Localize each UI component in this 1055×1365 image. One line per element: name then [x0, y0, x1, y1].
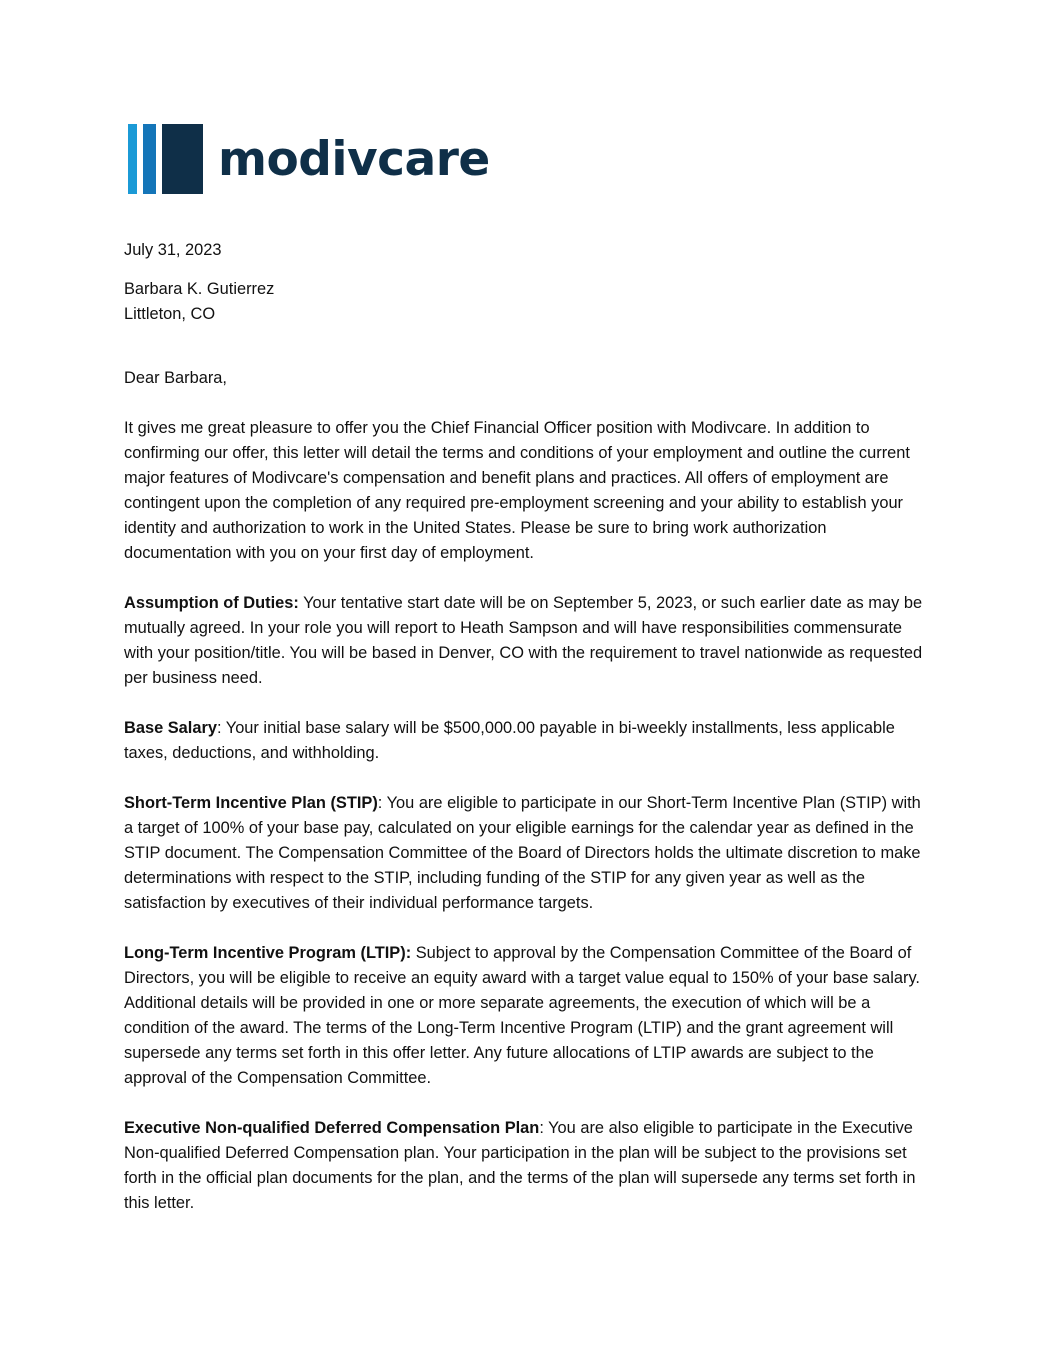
section-assumption-of-duties — [124, 591, 924, 691]
section-text: : You are also eligible to participate in the Executive Non-qualified Deferred Compensation plan. Your participation in the plan will be subject to the provisions set forth in the official plan documents for the plan, and the terms of the plan will supersede any terms set forth in this letter. — [124, 1119, 916, 1212]
letter-body — [124, 238, 924, 1241]
section-heading: Short-Term Incentive Plan (STIP) — [124, 794, 378, 812]
letter-date: July 31, 2023 — [124, 241, 222, 259]
section-text: : Your initial base salary will be $500,000.00 payable in bi-weekly installments, less applicable taxes, deductions, and withholding. — [124, 719, 895, 762]
section-heading: Base Salary — [124, 719, 217, 737]
intro-paragraph: It gives me great pleasure to offer you the Chief Financial Officer position with Modivcare. In addition to confirming our offer, this letter will detail the terms and conditions of your employment and outline the current major features of Modivcare's compensation and benefit plans and practices. All offers of employment are contingent upon the completion of any required pre-employment screening and your ability to establish your identity and authorization to work in the United States. Please be sure to bring work authorization documentation with you on your first day of employment. — [124, 419, 910, 562]
section-text: : You are eligible to participate in our Short-Term Incentive Plan (STIP) with a target of 100% of your base pay, calculated on your eligible earnings for the calendar year as defined in the STIP document. The Compensation Committee of the Board of Directors holds the ultimate discretion to make determinations with respect to the STIP, including funding of the STIP for any given year as well as the satisfaction by executives of their individual performance targets. — [124, 794, 921, 912]
section-heading: Assumption of Duties: — [124, 594, 299, 612]
logo-bar-mid — [143, 124, 156, 194]
logo-bar-light — [128, 124, 137, 194]
section-stip — [124, 791, 924, 916]
greeting: Dear Barbara, — [124, 369, 227, 387]
section-base-salary — [124, 716, 924, 766]
recipient-location: Littleton, CO — [124, 305, 216, 323]
company-logo — [128, 124, 490, 196]
section-heading: Long-Term Incentive Program (LTIP): — [124, 944, 412, 962]
section-ltip — [124, 941, 924, 1091]
logo-bar-dark — [162, 124, 203, 194]
logo-bars-icon — [128, 124, 204, 196]
recipient-name: Barbara K. Gutierrez — [124, 280, 275, 298]
section-heading: Executive Non-qualified Deferred Compensation Plan — [124, 1119, 540, 1137]
logo-wordmark: modivcare — [218, 132, 490, 187]
section-text: Subject to approval by the Compensation Committee of the Board of Directors, you will be eligible to receive an equity award with a target value equal to 150% of your base salary. Additional details will be provided in one or more separate agreements, the execution of which will be a condition of the award. The terms of the Long-Term Incentive Program (LTIP) and the grant agreement will supersede any terms set forth in this offer letter. Any future allocations of LTIP awards are subject to the approval of the Compensation Committee. — [124, 944, 920, 1087]
section-text: Your tentative start date will be on September 5, 2023, or such earlier date as may be mutually agreed. In your role you will report to Heath Sampson and will have responsibilities commensurate with your position/title. You will be based in Denver, CO with the requirement to travel nationwide as requested per business need. — [124, 594, 923, 687]
section-deferred-compensation — [124, 1116, 924, 1216]
